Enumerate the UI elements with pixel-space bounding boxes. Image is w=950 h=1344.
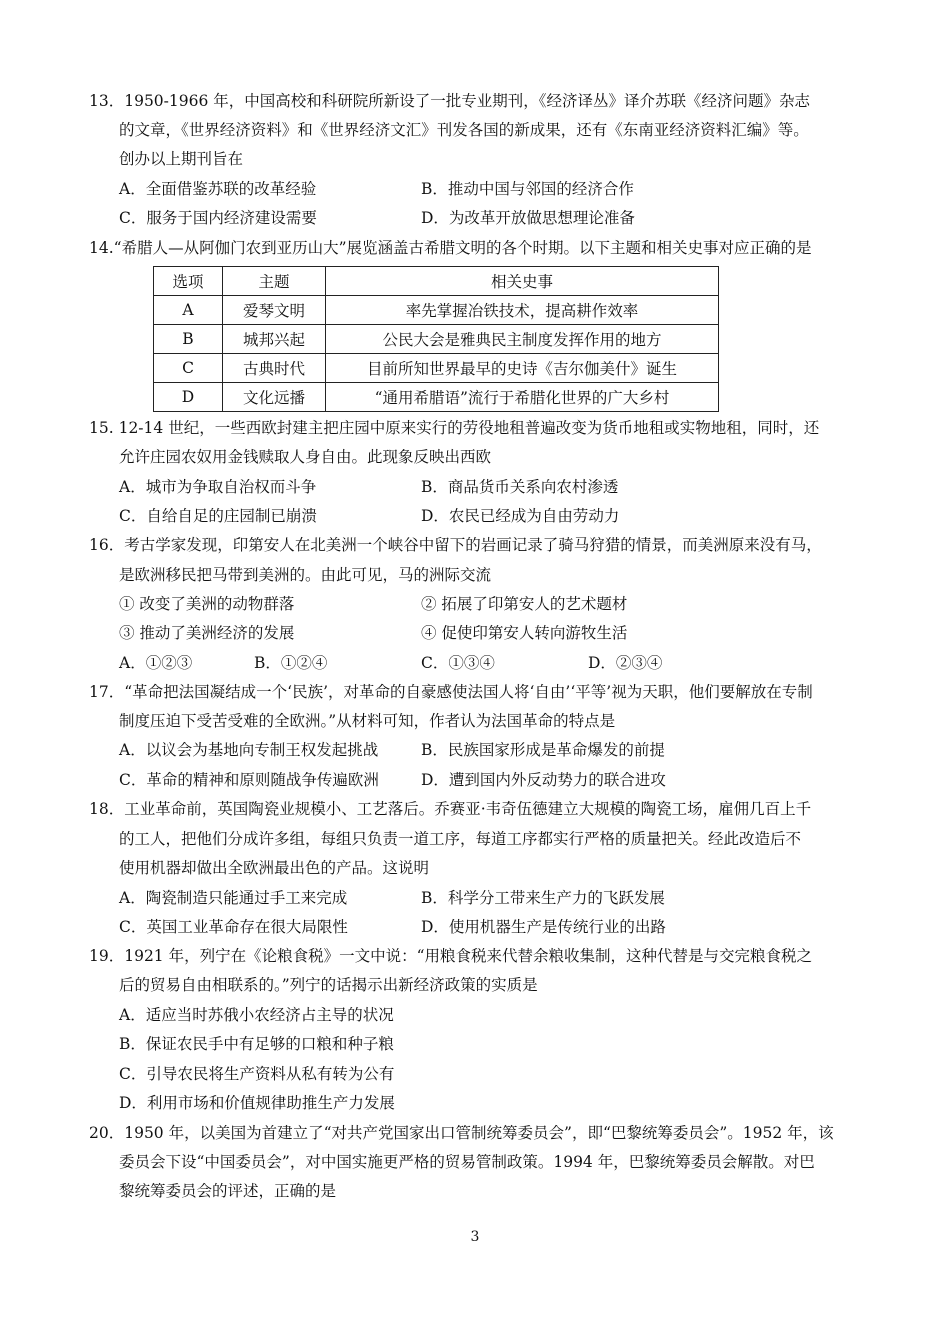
q13-option-c: C．服务于国内经济建设需要: [119, 209, 317, 227]
q20-line-1: 20．1950 年，以美国为首建立了“对共产党国家出口管制统筹委员会”，即“巴黎统筹委员会”。1952 年，该: [89, 1124, 834, 1142]
q14-stem: 14.“希腊人—从阿伽门农到亚历山大”展览涵盖古希腊文明的各个时期。以下主题和相关史事对应正确的是: [89, 239, 812, 257]
q15-option-d: D．农民已经成为自由劳动力: [421, 507, 620, 525]
q19-option-d: D．利用市场和价值规律助推生产力发展: [119, 1094, 395, 1112]
q13-line-3: 创办以上期刊旨在: [119, 150, 244, 168]
q18-option-a: A．陶瓷制造只能通过手工来完成: [119, 889, 348, 907]
q20-line-3: 黎统筹委员会的评述，正确的是: [119, 1182, 337, 1200]
table-row: [154, 325, 719, 354]
q16-option-c: C．①③④: [421, 654, 495, 672]
cell-theme: 爱琴文明: [223, 296, 326, 325]
q15-line-1: 15. 12-14 世纪，一些西欧封建主把庄园中原来实行的劳役地租普遍改变为货币地租或实物地租，同时，还: [89, 419, 820, 437]
q17-option-a: A．以议会为基地向专制王权发起挑战: [119, 741, 379, 759]
q18-line-1: 18．工业革命前，英国陶瓷业规模小、工艺落后。乔赛亚·韦奇伍德建立大规模的陶瓷工场，雇佣几百上千: [89, 800, 812, 818]
q18-line-2: 的工人，把他们分成许多组，每组只负责一道工序，每道工序都实行严格的质量把关。经此改造后不: [119, 830, 802, 848]
q15-option-b: B．商品货币关系向农村渗透: [421, 478, 619, 496]
cell-events: “通用希腊语”流行于希腊化世界的广大乡村: [326, 383, 719, 412]
q17-option-d: D．遭到国内外反动势力的联合进攻: [421, 771, 666, 789]
q16-item-1: ① 改变了美洲的动物群落: [119, 595, 295, 613]
q13-option-d: D．为改革开放做思想理论准备: [421, 209, 635, 227]
cell-option: A: [154, 296, 223, 325]
header-events: 相关史事: [326, 267, 719, 296]
cell-events: 目前所知世界最早的史诗《吉尔伽美什》诞生: [326, 354, 719, 383]
q18-option-b: B．科学分工带来生产力的飞跃发展: [421, 889, 665, 907]
cell-theme: 文化远播: [223, 383, 326, 412]
q18-line-3: 使用机器却做出全欧洲最出色的产品。这说明: [119, 859, 430, 877]
q16-line-1: 16．考古学家发现，印第安人在北美洲一个峡谷中留下的岩画记录了骑马狩猎的情景，而美洲原来没有马，: [89, 536, 822, 554]
cell-theme: 城邦兴起: [223, 325, 326, 354]
header-option: 选项: [154, 267, 223, 296]
q16-option-d: D．②③④: [588, 654, 663, 672]
q13-line-2: 的文章，《世界经济资料》和《世界经济文汇》刊发各国的新成果，还有《东南亚经济资料汇编》等。: [119, 121, 809, 139]
q15-option-a: A．城市为争取自治权而斗争: [119, 478, 317, 496]
q20-line-2: 委员会下设“中国委员会”，对中国实施更严格的贸易管制政策。1994 年，巴黎统筹委员会解散。对巴: [119, 1153, 815, 1171]
q13-option-a: A．全面借鉴苏联的改革经验: [119, 180, 317, 198]
q17-line-1: 17．“革命把法国凝结成一个‘民族’，对革命的自豪感使法国人将‘自由’‘平等’视为天职，他们要解放在专制: [89, 683, 813, 701]
q16-item-3: ③ 推动了美洲经济的发展: [119, 624, 295, 642]
cell-option: C: [154, 354, 223, 383]
q15-option-c: C．自给自足的庄园制已崩溃: [119, 507, 317, 525]
cell-option: D: [154, 383, 223, 412]
cell-option: B: [154, 325, 223, 354]
cell-theme: 古典时代: [223, 354, 326, 383]
q19-line-2: 后的贸易自由相联系的。”列宁的话揭示出新经济政策的实质是: [119, 976, 538, 994]
q18-option-c: C．英国工业革命存在很大局限性: [119, 918, 348, 936]
q16-option-a: A．①②③: [119, 654, 193, 672]
table-header-row: [154, 267, 719, 296]
q17-option-b: B．民族国家形成是革命爆发的前提: [421, 741, 665, 759]
q19-option-b: B．保证农民手中有足够的口粮和种子粮: [119, 1035, 394, 1053]
q16-line-2: 是欧洲移民把马带到美洲的。由此可见，马的洲际交流: [119, 566, 492, 584]
header-theme: 主题: [223, 267, 326, 296]
table-row: [154, 354, 719, 383]
q19-option-c: C．引导农民将生产资料从私有转为公有: [119, 1065, 395, 1083]
q19-option-a: A．适应当时苏俄小农经济占主导的状况: [119, 1006, 394, 1024]
table-row: [154, 296, 719, 325]
q17-option-c: C．革命的精神和原则随战争传遍欧洲: [119, 771, 379, 789]
q16-item-4: ④ 促使印第安人转向游牧生活: [421, 624, 628, 642]
q17-line-2: 制度压迫下受苦受难的全欧洲。”从材料可知，作者认为法国革命的特点是: [119, 712, 616, 730]
table-row: [154, 383, 719, 412]
q15-line-2: 允许庄园农奴用金钱赎取人身自由。此现象反映出西欧: [119, 448, 492, 466]
q16-option-b: B．①②④: [254, 654, 328, 672]
q13-option-b: B．推动中国与邻国的经济合作: [421, 180, 634, 198]
q19-line-1: 19．1921 年，列宁在《论粮食税》一文中说：“用粮食税来代替余粮收集制，这种代替是与交完粮食税之: [89, 947, 813, 965]
q14-theme-table: [153, 266, 719, 412]
q13-line-1: 13．1950-1966 年，中国高校和科研院所新设了一批专业期刊，《经济译丛》译介苏联《经济问题》杂志: [89, 92, 811, 110]
q18-option-d: D．使用机器生产是传统行业的出路: [421, 918, 666, 936]
cell-events: 公民大会是雅典民主制度发挥作用的地方: [326, 325, 719, 354]
page-number: 3: [470, 1229, 480, 1245]
cell-events: 率先掌握冶铁技术，提高耕作效率: [326, 296, 719, 325]
q16-item-2: ② 拓展了印第安人的艺术题材: [421, 595, 628, 613]
